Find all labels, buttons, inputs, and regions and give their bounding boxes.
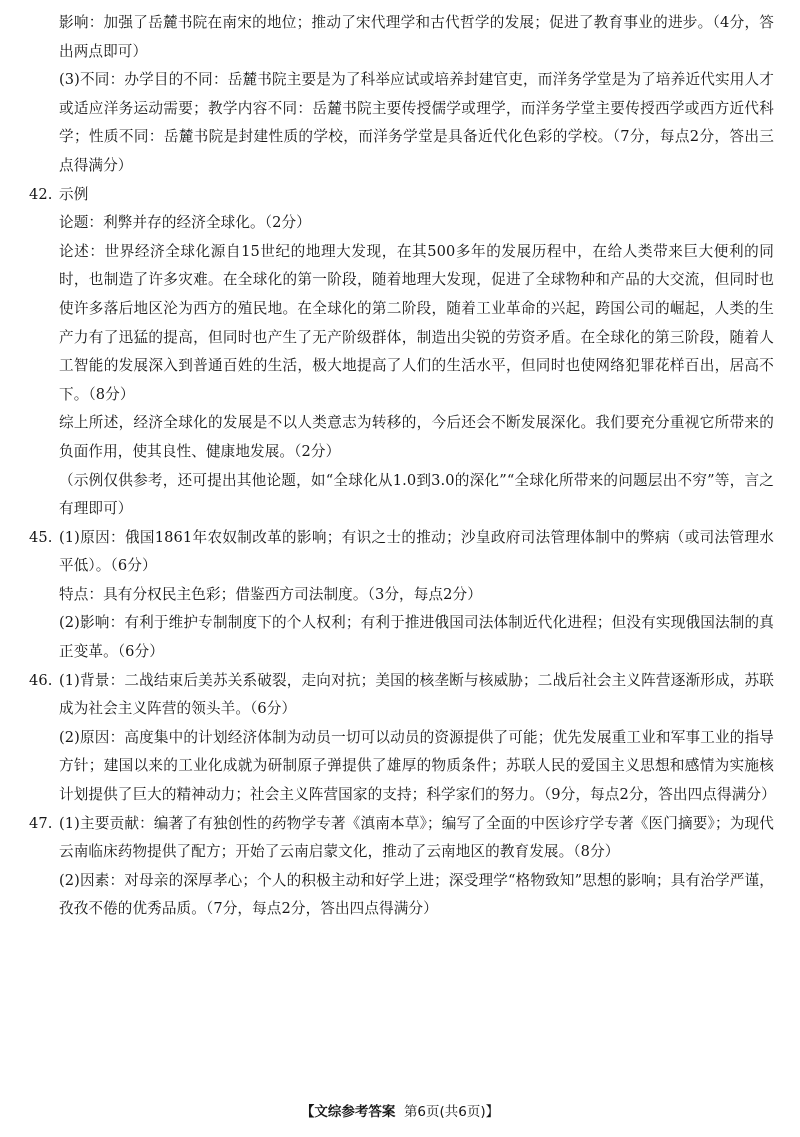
q42-note: （示例仅供参考，还可提出其他论题，如“全球化从1.0到3.0的深化”“全球化所带来的问题层出不穷”等，言之有理即可） [59,471,774,518]
q42-conclusion: 综上所述，经济全球化的发展是不以人类意志为转移的，今后还会不断发展深化。我们要充分重视它所带来的负面作用，使其良性、健康地发展。（2分） [59,414,774,460]
q42-heading-line [29,181,774,210]
q45-features: 特点：具有分权民主色彩；借鉴西方司法制度。（3分，每点2分） [59,585,482,603]
footer-title: 【文综参考答案 [300,1104,396,1120]
q47-part2: (2)因素：对母亲的深厚孝心；个人的积极主动和好学上进；深受理学“格物致知”思想的影响；具有治学严谨，孜孜不倦的优秀品质。（7分，每点2分，答出四点得满分） [59,871,774,918]
answer-content [29,9,774,924]
q45-part1-line [29,524,774,581]
q42-number: 42. [29,185,53,203]
q46-part2: (2)原因：高度集中的计划经济体制为动员一切可以动员的资源提供了可能；优先发展重工业和军事工业的指导方针；建国以来的工业化成就为研制原子弹提供了雄厚的物质条件；苏联人民的爱国主义思想和感情为实施核计划提供了巨大的精神动力；社会主义阵营国家的支持；科学家们的努力。（9分，每点2分，答出四点得满分） [59,728,776,804]
q47-part1: (1)主要贡献：编著了有独创性的药物学专著《滇南本草》；编写了全面的中医诊疗学专著《医门摘要》；为现代云南临床药物提供了配方；开始了云南启蒙文化，推动了云南地区的教育发展。（8分） [59,814,774,861]
q46-number: 46. [29,671,53,689]
q41-part3: (3)不同：办学目的不同：岳麓书院主要是为了科举应试或培养封建官吏，而洋务学堂是为了培养近代实用人才或适应洋务运动需要；教学内容不同：岳麓书院主要传授儒学或理学，而洋务学堂主要传授西学或西方近代科学；性质不同：岳麓书院是封建性质的学校，而洋务学堂是具备近代化色彩的学校。（7分，每点2分，答出三点得满分） [59,71,774,174]
q45-number: 45. [29,528,53,546]
q47-number: 47. [29,814,53,832]
q46-part1: (1)背景：二战结束后美苏关系破裂，走向对抗；美国的核垄断与核威胁；二战后社会主义阵营逐渐形成，苏联成为社会主义阵营的领头羊。（6分） [59,671,774,718]
q42-heading: 示例 [59,185,89,203]
q47-part1-line [29,810,774,867]
q45-part2: (2)影响：有利于维护专制制度下的个人权利；有利于推进俄国司法体制近代化进程；但没有实现俄国法制的真正变革。（6分） [59,614,774,661]
footer-page-number: 第6页(共6页)】 [403,1104,500,1120]
q46-part1-line [29,667,774,724]
q41-influence: 影响：加强了岳麓书院在南宋的地位；推动了宋代理学和古代哲学的发展；促进了教育事业的进步。（4分，答出两点即可） [59,14,774,60]
q42-thesis: 论题：利弊并存的经济全球化。（2分） [59,214,311,232]
page-footer [0,1100,800,1120]
q42-argument: 论述：世界经济全球化源自15世纪的地理大发现，在其500多年的发展历程中，在给人类带来巨大便利的同时，也制造了许多灾难。在全球化的第一阶段，随着地理大发现，促进了全球物种和产品的大交流，但同时也使许多落后地区沦为西方的殖民地。在全球化的第二阶段，随着工业革命的兴起，跨国公司的崛起，人类的生产力有了迅猛的提高，但同时也产生了无产阶级群体，制造出尖锐的劳资矛盾。在全球化的第三阶段，随着人工智能的发展深入到普通百姓的生活，极大地提高了人们的生活水平，但同时也使网络犯罪花样百出，居高不下。（8分） [59,242,774,403]
q45-part1: (1)原因：俄国1861年农奴制改革的影响；有识之士的推动；沙皇政府司法管理体制中的弊病（或司法管理水平低）。（6分） [59,528,774,575]
